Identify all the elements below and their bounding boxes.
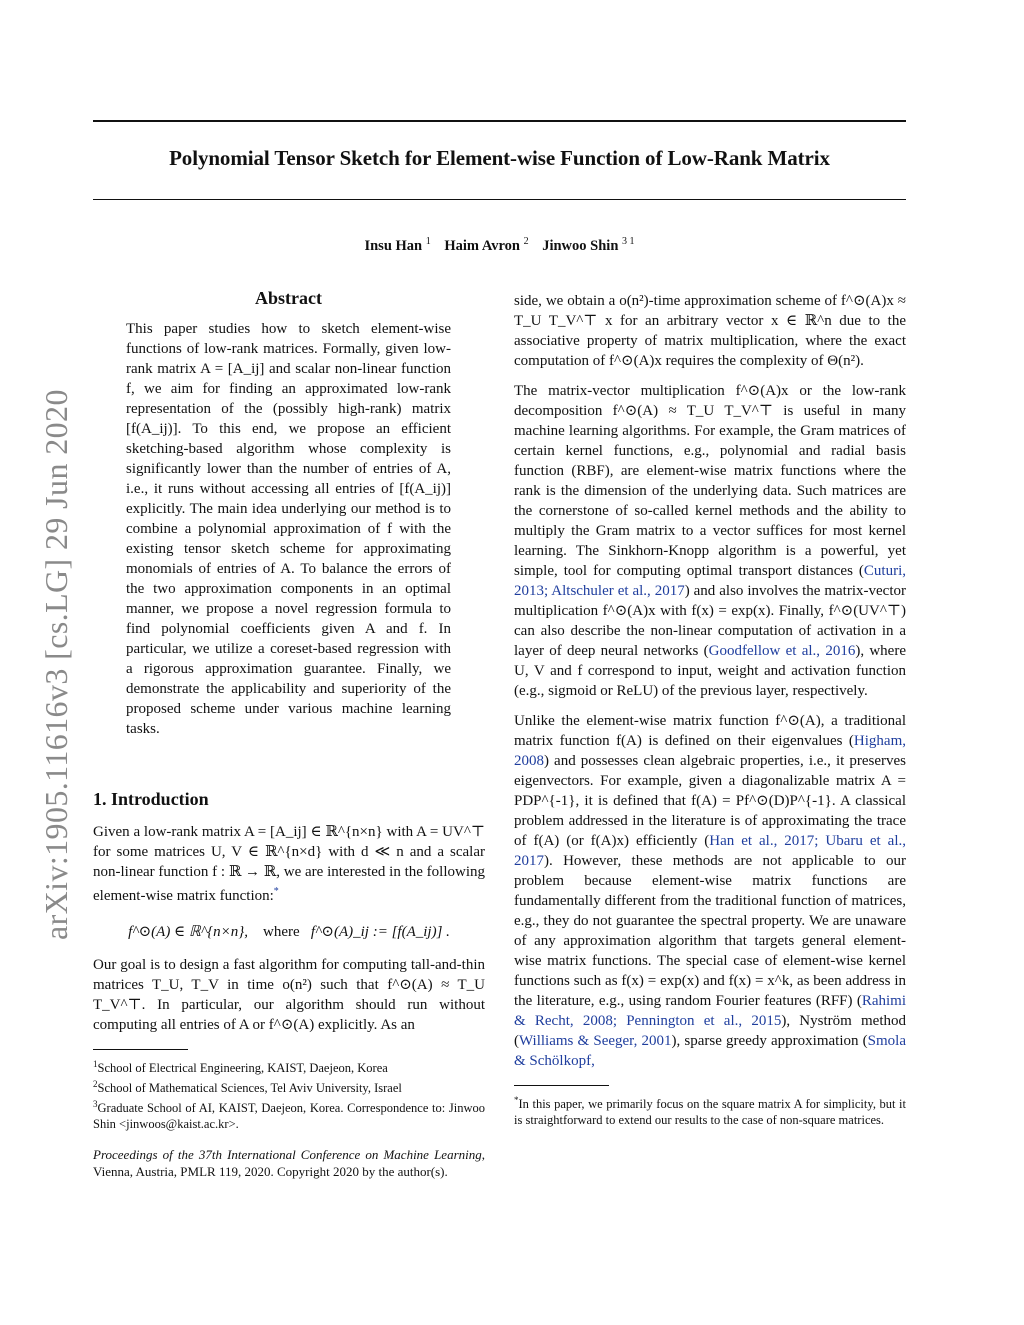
author-affiliation: 1 [425,236,431,247]
abstract-text: This paper studies how to sketch element-wise functions of low-rank matrices. Formally, given low-rank matrix A = [A_ij] and scalar non-linear function f, we aim for finding an approximated low-rank representation of the (possibly high-rank) matrix [f(A_ij)]. To this end, we propose an efficient sketching-based algorithm whose complexity is significantly lower than the number of entries of A, i.e., it runs without accessing all entries of [f(A_ij)] explicitly. The main idea underlying our method is to combine a polynomial approximation of f with the existing tensor sketch scheme for approximating monomials of entries of A. To balance the errors of the two approximation components in an optimal manner, we propose a novel regression formula to find polynomial coefficients given A and f. In particular, we utilize a coreset-based regression with a rigorous approximation guarantee. Finally, we demonstrate the applicability and superiority of the proposed scheme under various machine learning tasks. [126,321,451,737]
affiliation-footnote-3: $^3$Graduate School of AI, KAIST, Daejeon, Korea. Correspondence to: Jinwoo Shin <jinwoos@kaist.ac.kr>. [93,1099,485,1132]
footnote-link[interactable]: * [273,886,279,897]
equation-elementwise [93,922,485,941]
author-name: Insu Han [364,237,423,254]
footnote-rule [514,1085,609,1086]
affiliation-footnote-2: $^2$School of Mathematical Sciences, Tel Aviv University, Israel [93,1079,402,1096]
affiliation-footnote-1: $^1$School of Electrical Engineering, KAIST, Daejeon, Korea [93,1059,388,1076]
right-paragraph-1: side, we obtain a o(n²)-time approximation scheme of f^⊙(A)x ≈ T_U T_V^⊤ x for an arbitrary vector x ∈ ℝ^n due to the associative property of matrix multiplication, where the exact computation of f^⊙(A)x requires the complexity of Θ(n²). [514,293,906,369]
intro-heading: 1. Introduction [93,789,209,809]
equation-left: f^⊙(A) ∈ ℝ^{n×n}, [128,924,248,940]
citation-link[interactable]: Williams & Seeger, 2001 [519,1033,672,1049]
equation-where: where [263,924,300,940]
square-matrix-footnote: *In this paper, we primarily focus on the square matrix A for simplicity, but it is straightforward to extend our results to the case of non-square matrices. [514,1095,906,1128]
title-rule-bottom [93,199,906,200]
intro-paragraph-1 [93,822,485,906]
author-affiliation: 3 1 [622,236,635,247]
author-name: Jinwoo Shin [542,237,619,254]
author-list [93,236,906,255]
citation-link[interactable]: Cuturi, 2013; Altschuler et al., 2017 [514,563,906,599]
author-name: Haim Avron [444,237,520,254]
author-affiliation: 2 [523,236,529,247]
citation-link[interactable]: Han et al., 2017; Ubaru et al., 2017 [514,833,906,869]
right-column [514,291,906,1128]
right-paragraph-2: The matrix-vector multiplication f^⊙(A)x or the low-rank decomposition f^⊙(A) ≈ T_U T_V^⊤ is useful in many machine learning algorithms. For example, the Gram matrices of certain kernel functions, e.g., polynomial and radial basis function (RBF), are element-wise matrix functions where the rank is the dimension of the underlying data. Such matrices are the cornerstone of so-called kernel methods and the ability to multiply the Gram matrix to a vector suffices for most kernel learning. The Sinkhorn-Knopp algorithm is a powerful, yet simple, tool for computing optimal transport distances (Cuturi, 2013; Altschuler et al., 2017) and also involves the matrix-vector multiplication f^⊙(A)x with f(x) = exp(x). Finally, f^⊙(UV^⊤) can also describe the non-linear computation of activation in a layer of deep neural networks (Goodfellow et al., 2016), where U, V and f correspond to input, weight and activation function (e.g., sigmoid or ReLU) of the previous layer, respectively. [514,383,906,699]
abstract-heading: Abstract [255,288,322,308]
intro-text: Given a low-rank matrix A = [A_ij] ∈ ℝ^{n×n} with A = UV^⊤ for some matrices U, V ∈ ℝ^{n×d} with d ≪ n and a scalar non-linear function f : ℝ → ℝ, we are interested in the following element-wise matrix function: [93,824,485,904]
right-paragraph-3: Unlike the element-wise matrix function f^⊙(A), a traditional matrix function f(A) is defined on their eigenvalues (Higham, 2008) and possesses clean algebraic properties, i.e., it preserves eigenvectors. For example, given a diagonalizable matrix A = PDP^{-1}, it is defined that f(A) = Pf^⊙(D)P^{-1}. A classical problem addressed in the literature is of approximating the trace of f(A) (or f(A)x) efficiently (Han et al., 2017; Ubaru et al., 2017). However, these methods are not applicable to our problem because element-wise matrix functions are fundamentally different from the traditional function of matrices, e.g., they do not guarantee the spectral property. We are unaware of any approximation algorithm that targets general element-wise matrix functions. The special case of element-wise kernel functions such as f(x) = exp(x) and f(x) = x^k, as been address in the literature, e.g., using random Fourier features (RFF) (Rahimi & Recht, 2008; Pennington et al., 2015), Nyström method (Williams & Seeger, 2001), sparse greedy approximation (Smola & Schölkopf, [514,713,906,1069]
left-column [93,288,485,1180]
citation-link[interactable]: Goodfellow et al., 2016 [708,643,856,659]
citation-link[interactable]: Higham, 2008 [514,733,906,769]
intro-paragraph-2: Our goal is to design a fast algorithm for computing tall-and-thin matrices T_U, T_V in time o(n²) such that f^⊙(A) ≈ T_U T_V^⊤. In particular, our algorithm should run without computing all entries of A or f^⊙(A) explicitly. As an [93,957,485,1033]
citation-link[interactable]: Smola & Schölkopf, [514,1033,906,1069]
proceedings-note: Proceedings of the 37th International Conference on Machine Learning, Vienna, Austria, PMLR 119, 2020. Copyright 2020 by the author(s). [93,1147,485,1180]
paper-title: Polynomial Tensor Sketch for Element-wise Function of Low-Rank Matrix [169,146,830,170]
arxiv-watermark: arXiv:1905.11616v3 [cs.LG] 29 Jun 2020 [38,389,74,940]
abstract-section [126,288,451,739]
citation-link[interactable]: Rahimi & Recht, 2008; Pennington et al., 2015 [514,993,906,1029]
footnote-rule [93,1049,188,1050]
title-rule-top [93,120,906,122]
equation-right: f^⊙(A)_ij := [f(A_ij)] . [310,924,450,940]
